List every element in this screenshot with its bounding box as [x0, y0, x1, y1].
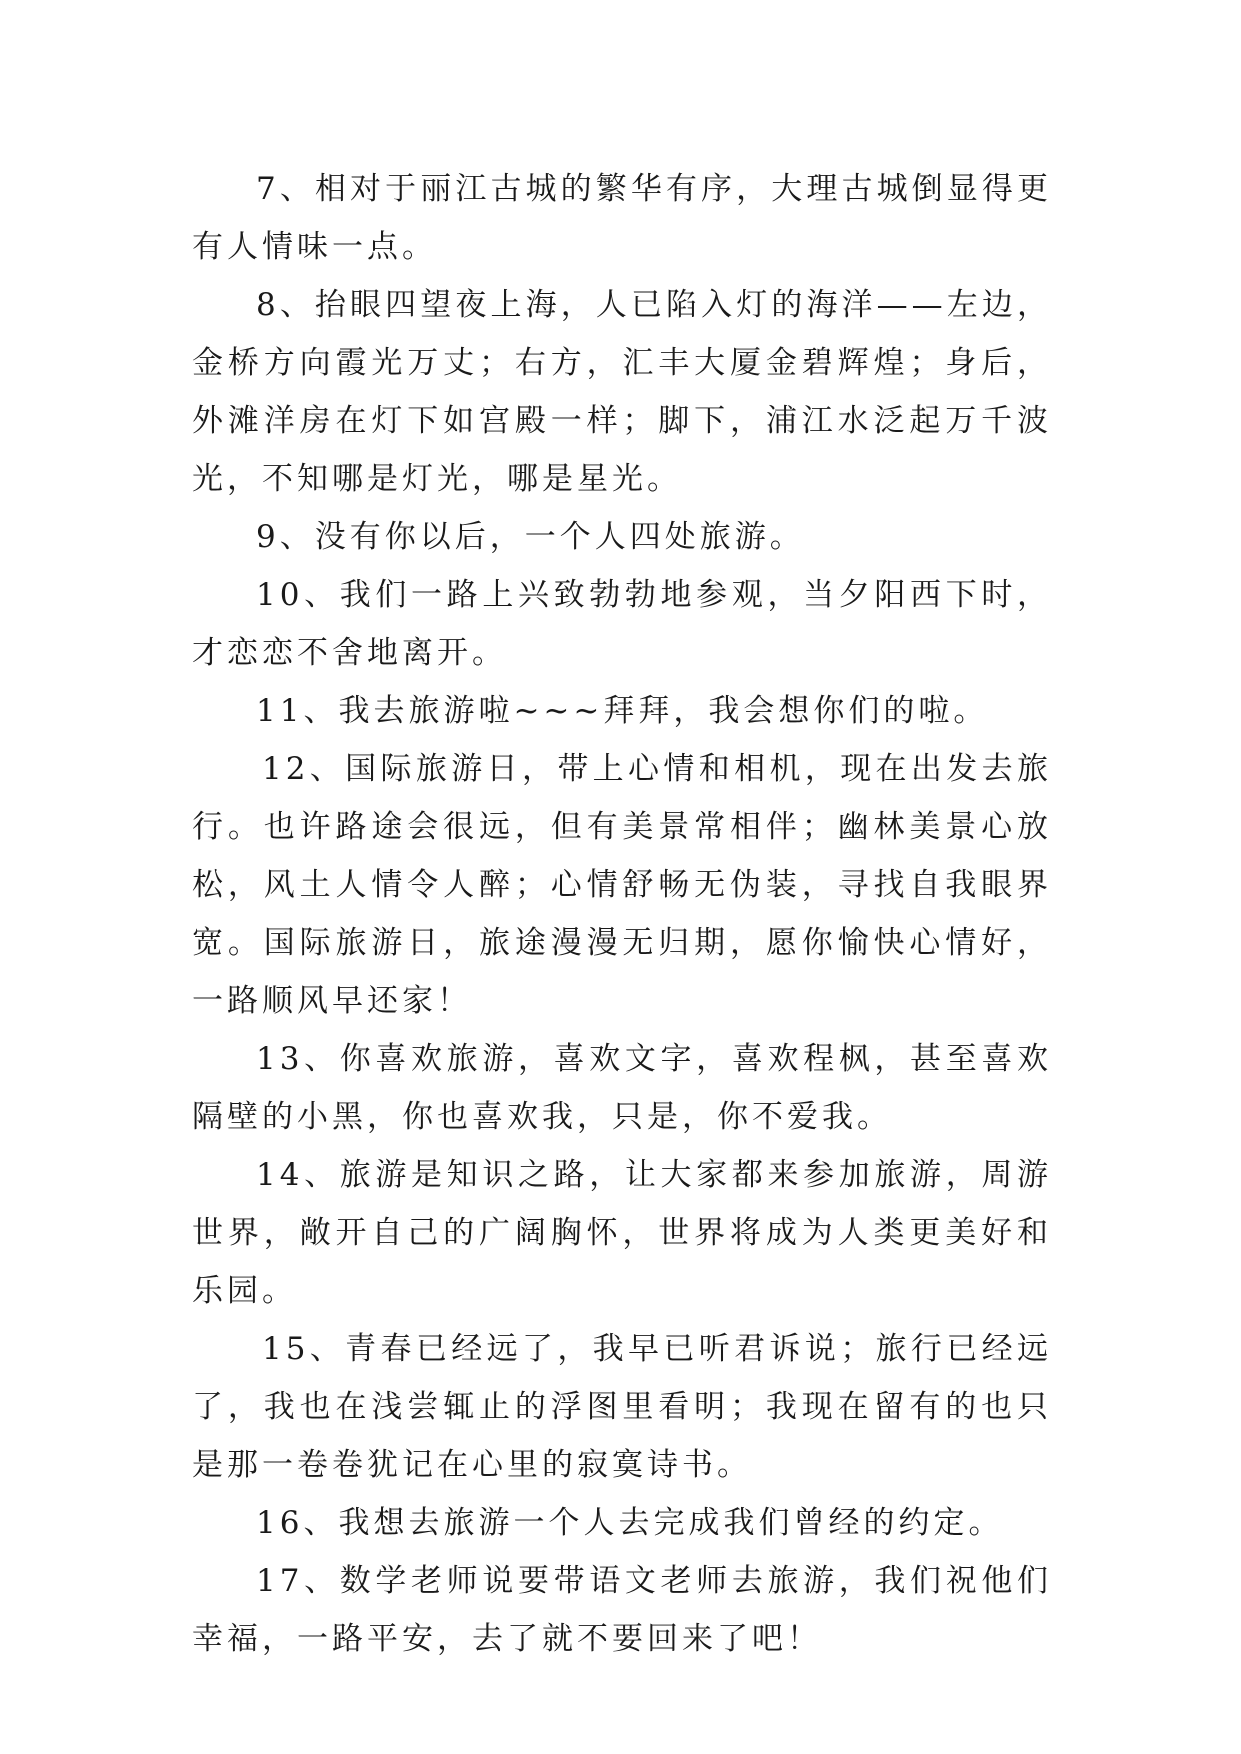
paragraph-14: 14、旅游是知识之路，让大家都来参加旅游，周游世界，敞开自己的广阔胸怀，世界将成为人类更美好和乐园。	[192, 1157, 1052, 1309]
paragraph-15: 15、青春已经远了，我早已听君诉说；旅行已经远了，我也在浅尝辄止的浮图里看明；我现在留有的也只是那一卷卷犹记在心里的寂寞诗书。	[192, 1331, 1052, 1483]
paragraph-16: 16、我想去旅游一个人去完成我们曾经的约定。	[256, 1505, 1004, 1541]
paragraph-12: 12、国际旅游日，带上心情和相机，现在出发去旅行。也许路途会很远，但有美景常相伴；幽林美景心放松，风土人情令人醉；心情舒畅无伪装，寻找自我眼界宽。国际旅游日，旅途漫漫无归期，愿你愉快心情好，一路顺风早还家！	[192, 751, 1052, 1019]
paragraph-8: 8、抬眼四望夜上海，人已陷入灯的海洋——左边，金桥方向霞光万丈；右方，汇丰大厦金碧辉煌；身后，外滩洋房在灯下如宫殿一样；脚下，浦江水泛起万千波光，不知哪是灯光，哪是星光。	[192, 287, 1052, 497]
paragraph-9: 9、没有你以后，一个人四处旅游。	[256, 519, 805, 555]
paragraph-11: 11、我去旅游啦~~~拜拜，我会想你们的啦。	[256, 693, 989, 729]
paragraph-10: 10、我们一路上兴致勃勃地参观，当夕阳西下时，才恋恋不舍地离开。	[192, 577, 1052, 671]
document-body	[192, 160, 1052, 1668]
paragraph-17: 17、数学老师说要带语文老师去旅游，我们祝他们幸福，一路平安，去了就不要回来了吧！	[192, 1563, 1052, 1657]
paragraph-7: 7、相对于丽江古城的繁华有序，大理古城倒显得更有人情味一点。	[192, 171, 1052, 265]
paragraph-13: 13、你喜欢旅游，喜欢文字，喜欢程枫，甚至喜欢隔壁的小黑，你也喜欢我，只是，你不爱我。	[192, 1041, 1052, 1135]
